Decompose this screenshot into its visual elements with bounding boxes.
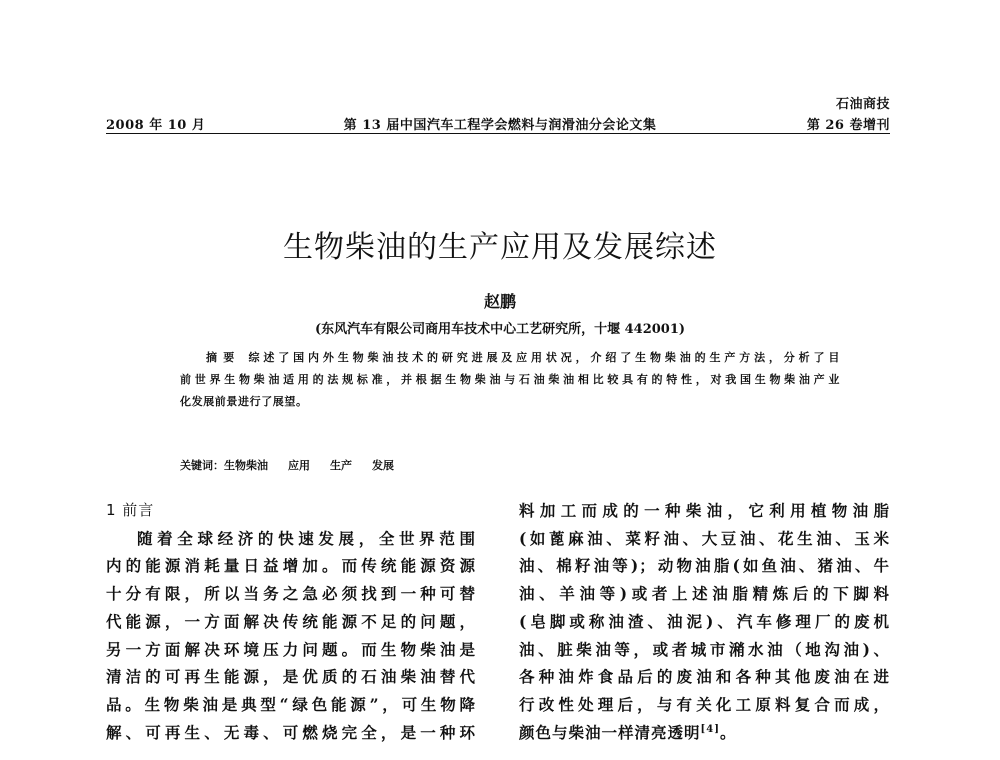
- paper-affiliation: (东风汽车有限公司商用车技术中心工艺研究所，十堰 442001): [314, 322, 686, 337]
- keywords-label: 关键词：: [180, 459, 224, 472]
- body-line: 解、可再生、无毒、可燃烧完全，是一种环: [106, 722, 476, 742]
- body-line: 内的能源消耗量日益增加。而传统能源资源: [106, 556, 476, 576]
- body-line: 另一方面解决环境压力问题。而生物柴油是: [106, 639, 476, 659]
- body-line: 随着全球经济的快速发展，全世界范围: [137, 528, 476, 548]
- paper-author: 赵鹏: [483, 292, 516, 311]
- body-line: (皂脚或称油渣、油泥)、汽车修理厂的废机: [519, 611, 890, 631]
- section-heading: 1 前言: [106, 501, 155, 519]
- keyword: 生产: [330, 459, 352, 472]
- paper-title: 生物柴油的生产应用及发展综述: [283, 230, 717, 265]
- body-right-column: [519, 497, 890, 746]
- header-proceedings: 第 13 届中国汽车工程学会燃料与润滑油分会论文集: [343, 118, 657, 133]
- abstract-line: 化发展前景进行了展望。: [180, 395, 308, 408]
- body-line-final: 颜色与柴油一样清亮透明[4]。: [519, 722, 737, 742]
- body-left-column: [106, 497, 476, 746]
- header-rule: [106, 133, 890, 134]
- keyword: 生物柴油: [224, 459, 268, 472]
- body-line: (如蓖麻油、菜籽油、大豆油、花生油、玉米: [519, 528, 890, 548]
- citation-ref: [4]: [700, 723, 720, 735]
- body-line: 品。生物柴油是典型“绿色能源”，可生物降: [106, 694, 476, 714]
- abstract-line: 前世界生物柴油适用的法规标准，并根据生物柴油与石油柴油相比较具有的特性，对我国生物柴油产业: [180, 373, 840, 386]
- header-journal: 石油商技: [835, 97, 890, 112]
- header-volume: 第 26 卷增刊: [806, 118, 890, 133]
- header-date: 2008 年 10 月: [106, 118, 206, 133]
- body-line: 代能源，一方面解决传统能源不足的问题，: [106, 611, 476, 631]
- abstract-line: 摘要 综述了国内外生物柴油技术的研究进展及应用状况，介绍了生物柴油的生产方法，分析了目: [206, 351, 841, 364]
- abstract-label: 摘要: [206, 351, 241, 364]
- abstract: [180, 347, 840, 413]
- keywords: [180, 457, 394, 473]
- body-line: 油、脏柴油等，或者城市潲水油（地沟油)、: [519, 639, 890, 659]
- body-line: 清洁的可再生能源，是优质的石油柴油替代: [106, 667, 476, 687]
- keyword: 发展: [372, 459, 394, 472]
- body-line: 料加工而成的一种柴油，它利用植物油脂: [519, 501, 890, 520]
- body-line: 各种油炸食品后的废油和各种其他废油在进: [519, 667, 890, 687]
- body-line: 油、羊油等)或者上述油脂精炼后的下脚料: [519, 584, 890, 604]
- body-line: 油、棉籽油等)；动物油脂(如鱼油、猪油、牛: [519, 556, 890, 576]
- body-line: 十分有限，所以当务之急必须找到一种可替: [106, 584, 476, 604]
- keyword: 应用: [288, 459, 310, 472]
- body-line: 行改性处理后，与有关化工原料复合而成，: [519, 694, 890, 714]
